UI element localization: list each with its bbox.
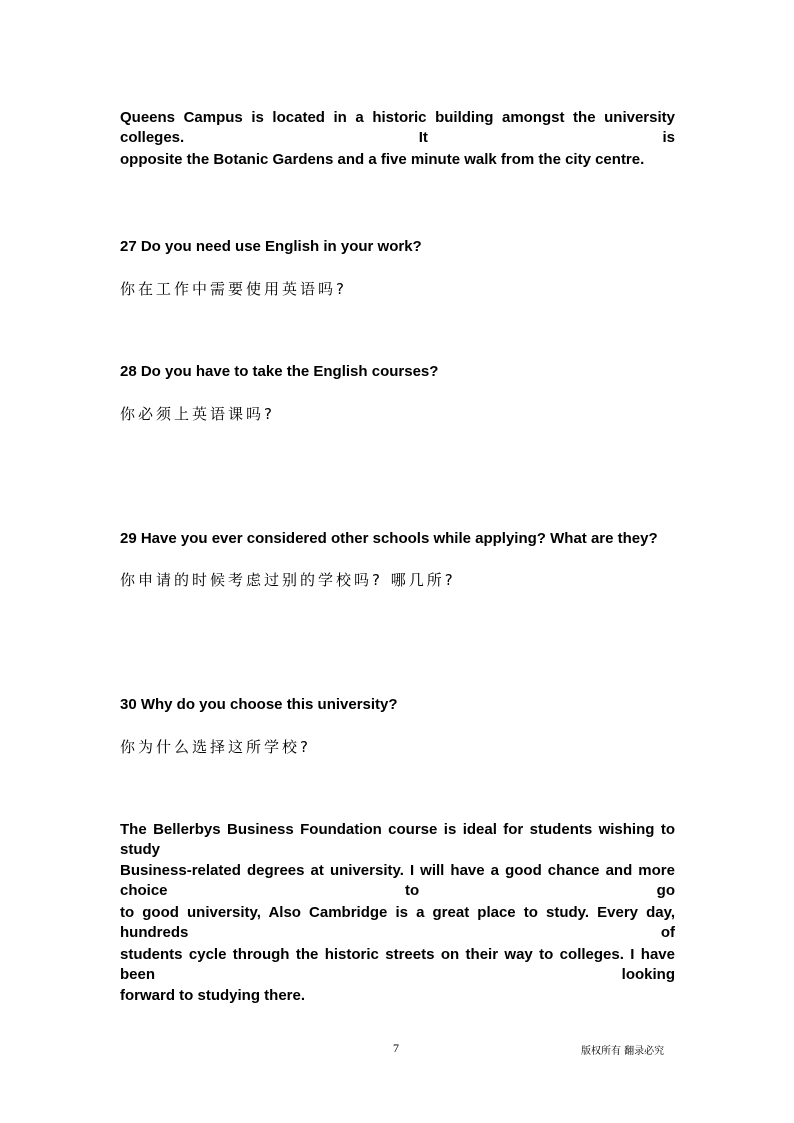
- answer-line-4: students cycle through the historic streets on their way to colleges. I have been looking: [120, 946, 675, 983]
- question-29-cn: 你申请的时候考虑过别的学校吗? 哪几所?: [120, 571, 456, 589]
- question-30-cn: 你为什么选择这所学校?: [120, 738, 311, 756]
- answer-line-3: to good university, Also Cambridge is a great place to study. Every day, hundreds of: [120, 904, 675, 941]
- page-number: 7: [393, 1041, 399, 1055]
- question-29-en: 29 Have you ever considered other schools while applying? What are they?: [120, 530, 658, 547]
- answer-line-1: The Bellerbys Business Foundation course is ideal for students wishing to study: [120, 821, 675, 858]
- question-28-cn: 你必须上英语课吗?: [120, 405, 275, 423]
- intro-line-1: Queens Campus is located in a historic building amongst the university colleges. It is: [120, 109, 675, 146]
- copyright-notice: 版权所有 翻录必究: [581, 1046, 665, 1057]
- answer-line-5: forward to studying there.: [120, 987, 306, 1004]
- question-27-en: 27 Do you need use English in your work?: [120, 238, 422, 255]
- question-30-en: 30 Why do you choose this university?: [120, 696, 398, 713]
- question-27-cn: 你在工作中需要使用英语吗?: [120, 280, 347, 298]
- answer-line-2: Business-related degrees at university. I will have a good chance and more choice to go: [120, 862, 675, 899]
- question-28-en: 28 Do you have to take the English courses?: [120, 363, 439, 380]
- intro-line-2: opposite the Botanic Gardens and a five minute walk from the city centre.: [120, 151, 645, 168]
